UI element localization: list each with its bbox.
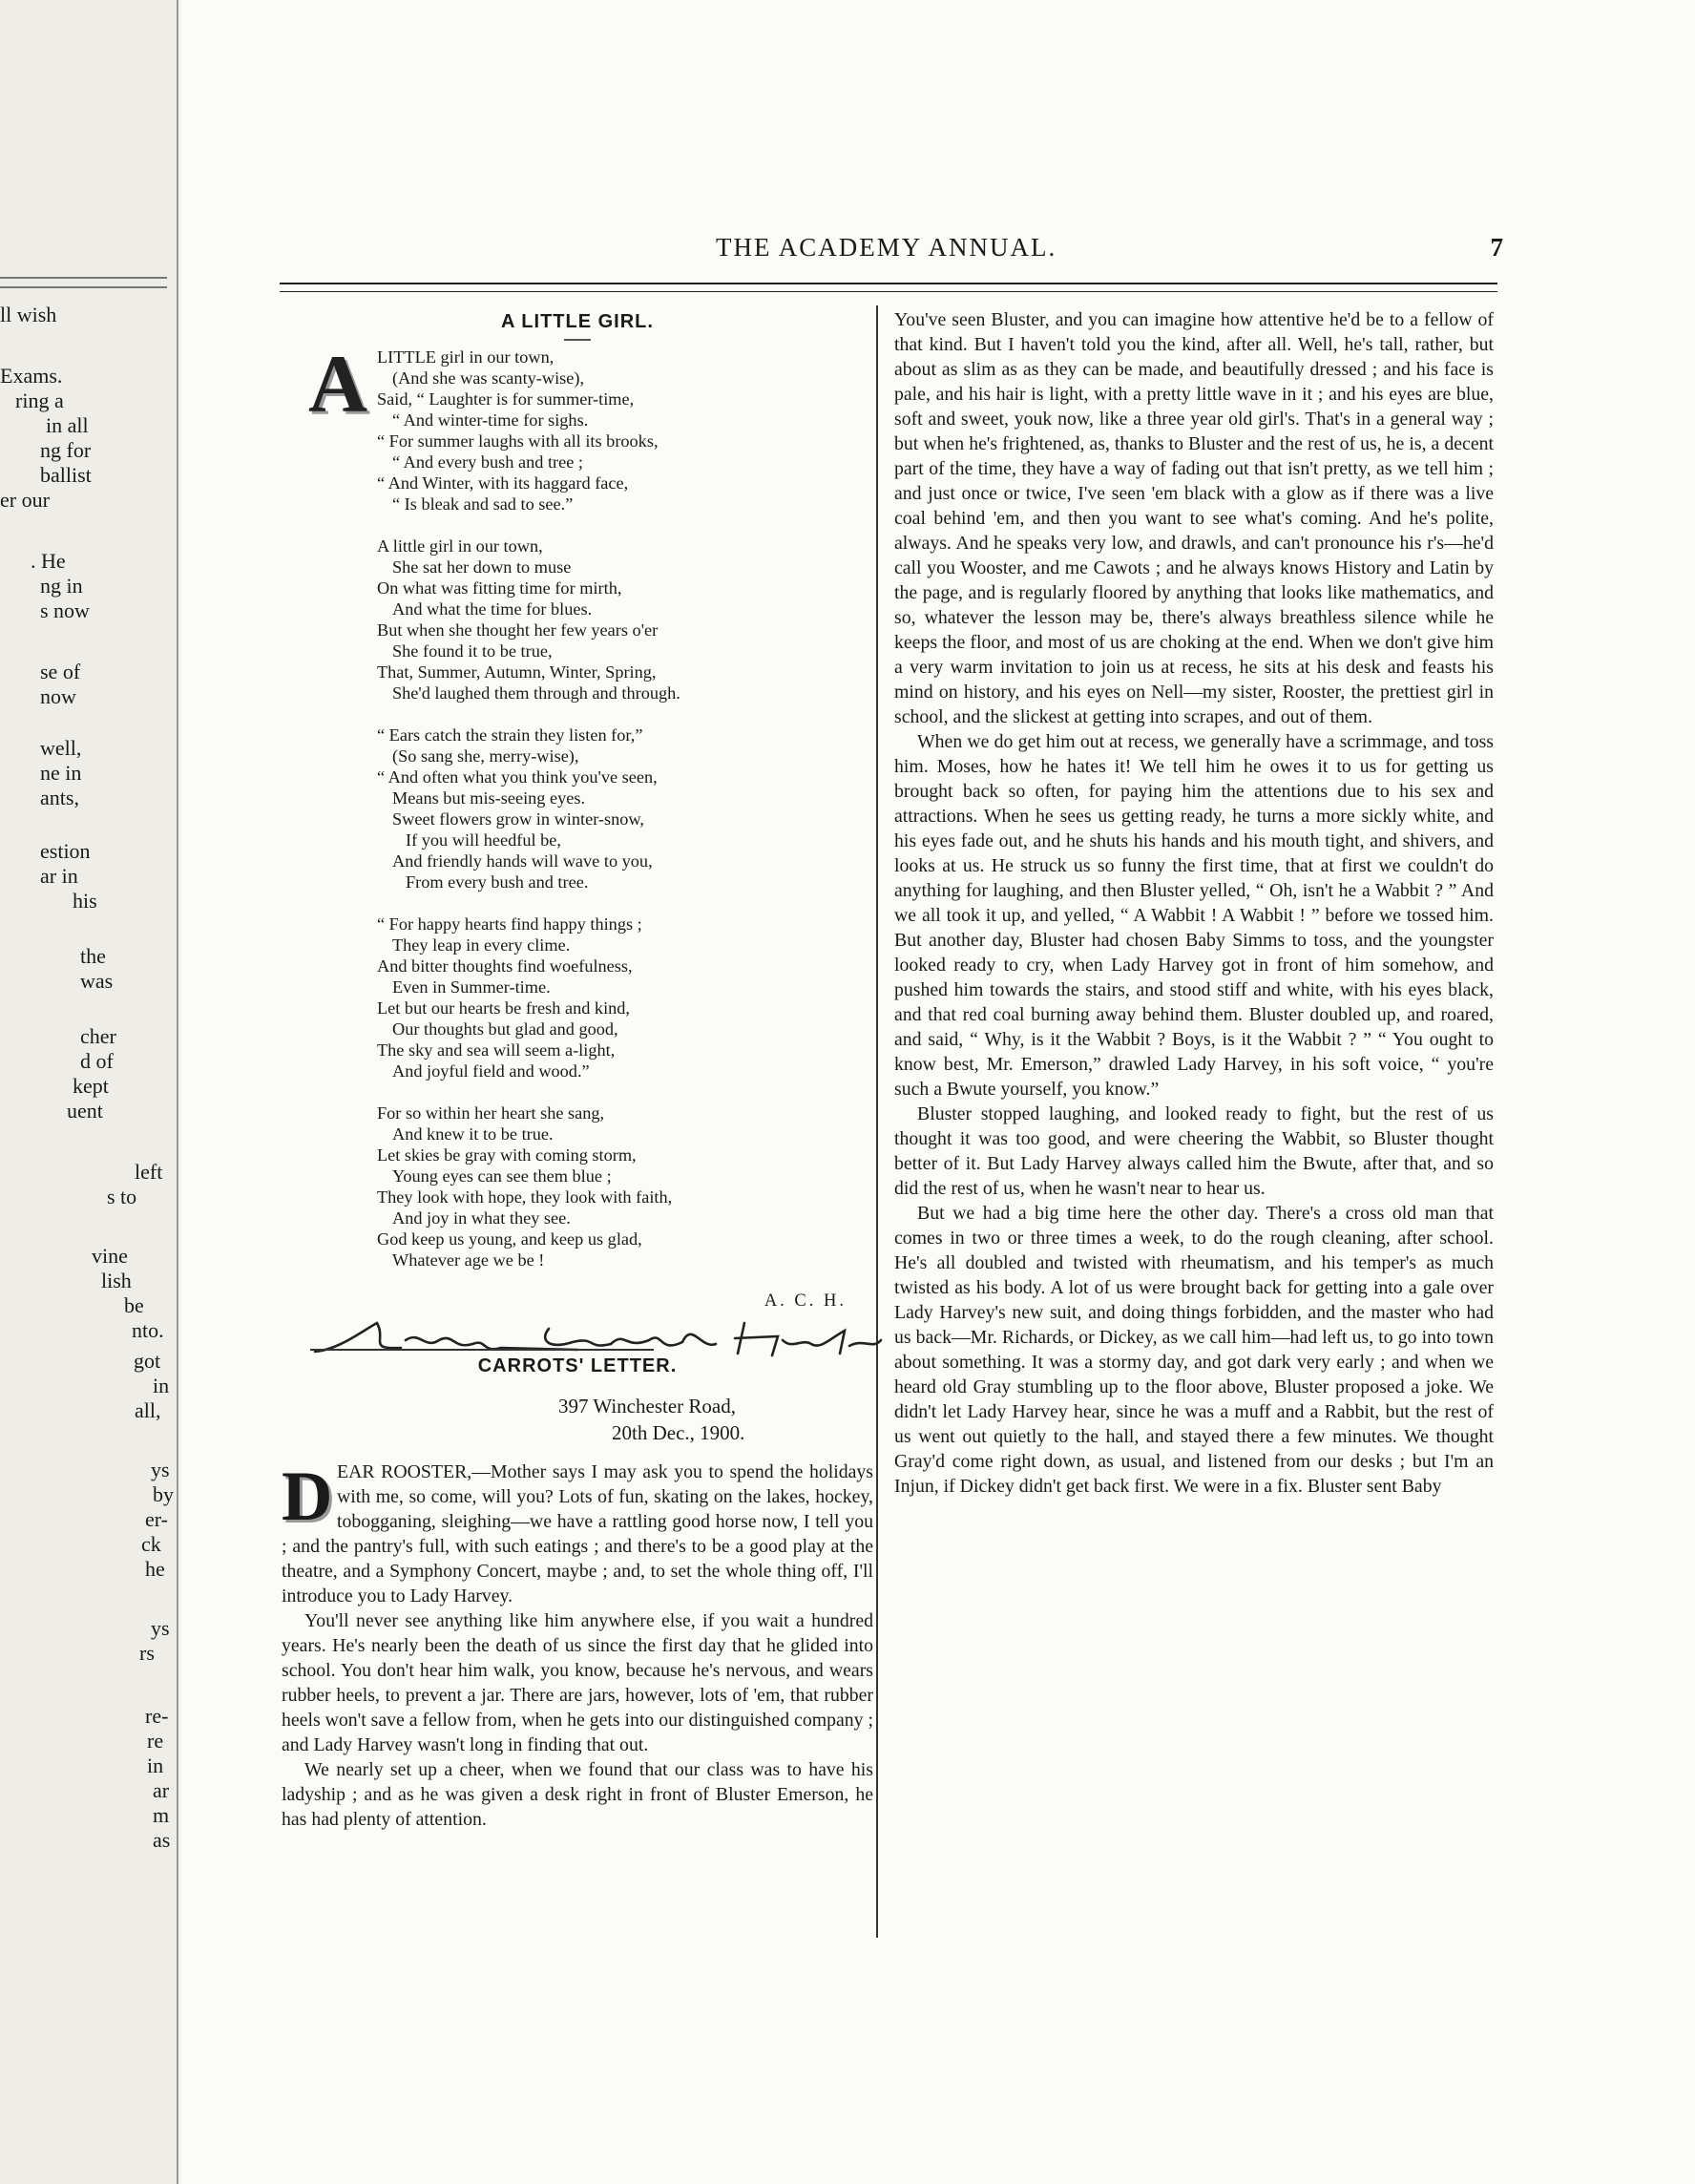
facing-page-line: . He — [31, 549, 66, 573]
letter-body-left — [282, 1460, 873, 1832]
poem-line: “ For happy hearts find happy things ; — [377, 914, 642, 934]
poem-title: A LITTLE GIRL. — [501, 311, 654, 332]
poem-line: Whatever age we be ! — [392, 1250, 545, 1270]
facing-page-line: lish — [101, 1269, 132, 1292]
poem-line: And friendly hands will wave to you, — [392, 851, 653, 871]
poem-line: “ For summer laughs with all its brooks, — [377, 431, 659, 451]
letter-paragraph: When we do get him out at recess, we generally have a scrimmage, and toss him. Moses, how he hates it! We tell him he owes it to us for getting us brought back so often, for paying him the attentions due to his sex and attractions. When he sees us getting ready, he turns a more sickly white, and his eyes fade out, and he shuts his hands and his mouth tight, and shivers, and looks at us. He struck us so funny the first time, that at first we couldn't do anything for laughing, and then Bluster yelled, “ Oh, isn't he a Wabbit ? ” And we all took it up, and yelled, “ A Wabbit ! A Wabbit ! ” before we tossed him. But another day, Bluster had chosen Baby Simms to toss, and the youngster looked ready to cry, when Lady Harvey got in front of him somehow, and pushed him towards the stairs, and stood stiff and white, with his eyes black, and that red coal burning away behind them. Bluster doubled up, and roared, and said, “ Why, is it the Wabbit ? Boys, is it the Wabbit ? ” “ You ought to know best, Mr. Emerson,” drawled Lady Harvey, in his soft voice, “ you're such a Bwute yourself, you know.” — [894, 731, 1494, 1100]
facing-page-edge — [0, 0, 178, 2184]
facing-page-line: the — [80, 944, 106, 968]
poem-line: And joyful field and wood.” — [392, 1061, 590, 1081]
letter-address-block — [558, 1393, 873, 1446]
poem-line: And joy in what they see. — [392, 1208, 571, 1228]
header-rule-thin — [280, 291, 1497, 292]
poem-line: Young eyes can see them blue ; — [392, 1166, 612, 1186]
letter-paragraph: You'll never see anything like him anywhere else, if you wait a hundred years. He's nearly been the death of us since the first day that he glided into school. You don't hear him walk, you know, because he's nervous, and wears rubber heels, to prevent a jar. There are jars, however, lots of 'em, that rubber heels won't save a fellow from, when he gets into our distinguished company ; and Lady Harvey wasn't long in finding that out. — [282, 1610, 873, 1755]
facing-page-line: ys — [151, 1458, 170, 1481]
poem-line: They look with hope, they look with faith, — [377, 1187, 673, 1207]
facing-page-line: in — [147, 1754, 164, 1777]
poem-line: “ And Winter, with its haggard face, — [377, 473, 629, 493]
facing-page-line: ar in — [40, 864, 78, 888]
facing-page-line: er our — [0, 488, 50, 512]
facing-page-line: cher — [80, 1024, 116, 1048]
letter-address: 397 Winchester Road, — [558, 1395, 736, 1418]
poem-line: “ And winter-time for sighs. — [392, 410, 589, 430]
facing-page-line: as — [153, 1828, 171, 1852]
facing-page-line: nto. — [132, 1318, 164, 1342]
facing-page-line: ll wish — [0, 303, 57, 326]
right-column — [894, 307, 1494, 1499]
facing-page-rule — [0, 277, 167, 279]
poem-line: “ Is bleak and sad to see.” — [392, 494, 574, 514]
poem-line: “ Ears catch the strain they listen for,” — [377, 725, 643, 745]
facing-page-line: in — [153, 1374, 170, 1397]
facing-page-line: ck — [141, 1532, 161, 1556]
poem-line: The sky and sea will seem a-light, — [377, 1040, 616, 1060]
facing-page-line: estion — [40, 839, 91, 863]
facing-page-line: ants, — [40, 786, 79, 809]
facing-page-line: ys — [151, 1616, 170, 1640]
poem-line: On what was fitting time for mirth, — [377, 578, 622, 598]
facing-page-line: all, — [135, 1398, 161, 1422]
poem-stanza — [377, 346, 873, 514]
facing-page-line: uent — [67, 1099, 103, 1123]
poem-line: (And she was scanty-wise), — [392, 368, 585, 388]
header-title: THE ACADEMY ANNUAL. — [716, 233, 1057, 262]
poem-line: A little girl in our town, — [377, 536, 543, 556]
facing-page-line: re — [147, 1729, 164, 1753]
facing-page-line: s to — [107, 1185, 137, 1208]
poem-stanza — [377, 914, 873, 1082]
poem-line: Let skies be gray with coming storm, — [377, 1145, 637, 1165]
page-number: 7 — [1490, 233, 1503, 262]
signature-scrawl — [310, 1312, 883, 1369]
poem-line: She sat her down to muse — [392, 557, 572, 577]
poem-line: They leap in every clime. — [392, 935, 571, 955]
letter-paragraph: We nearly set up a cheer, when we found that our class was to have his ladyship ; and as he was given a desk right in front of Bluster Emerson, he has had plenty of attention. — [282, 1759, 873, 1830]
column-divider — [876, 305, 878, 1938]
poem-line: If you will heedful be, — [406, 830, 561, 850]
facing-page-line: ballist — [40, 463, 92, 487]
facing-page-line: ne in — [40, 761, 82, 785]
poem-line: But when she thought her few years o'er — [377, 620, 659, 640]
facing-page-line: kept — [73, 1074, 109, 1098]
poem-stanza — [377, 724, 873, 892]
letter-paragraph: EAR ROOSTER,—Mother says I may ask you to spend the holidays with me, so come, will you? Lots of fun, skating on the lakes, hockey, tobogganing, sleighing—we have a rattling good horse now, I tell you ; and the pantry's full, with such eatings ; and there's to be a good play at the theatre, and a Symphony Concert, maybe ; and, to set the whole thing off, I'll introduce you to Lady Harvey. — [282, 1461, 873, 1606]
poem-line: Sweet flowers grow in winter-snow, — [392, 809, 644, 829]
poem-line: (So sang she, merry-wise), — [392, 746, 579, 766]
poem-stanza — [377, 1102, 873, 1270]
poem-line: “ And every bush and tree ; — [392, 452, 584, 472]
facing-page-line: in all — [46, 413, 89, 437]
facing-page-line: er- — [145, 1507, 168, 1531]
poem-line: From every bush and tree. — [406, 872, 589, 892]
facing-page-line: be — [124, 1293, 144, 1317]
handwritten-signature — [282, 1312, 873, 1369]
facing-page-line: by — [153, 1482, 174, 1506]
poem-line: Even in Summer-time. — [392, 977, 551, 997]
poem-line: That, Summer, Autumn, Winter, Spring, — [377, 662, 657, 682]
facing-page-line: ng for — [40, 438, 92, 462]
facing-page-line: m — [153, 1803, 170, 1827]
poem-line: LITTLE girl in our town, — [377, 347, 555, 367]
facing-page-line: ar — [153, 1778, 170, 1802]
letter-date: 20th Dec., 1900. — [612, 1421, 745, 1444]
facing-page-line: left — [135, 1160, 163, 1184]
poem-line: She'd laughed them through and through. — [392, 683, 680, 703]
facing-page-line: rs — [139, 1641, 155, 1665]
left-column — [282, 307, 873, 1832]
facing-page-line: ng in — [40, 574, 83, 598]
running-header — [277, 233, 1503, 263]
facing-page-line: got — [134, 1349, 161, 1373]
poem-line: “ And often what you think you've seen, — [377, 767, 658, 787]
poem-initials: A. C. H. — [764, 1292, 847, 1311]
poem-line: Said, “ Laughter is for summer-time, — [377, 389, 635, 409]
facing-page-line: re- — [145, 1704, 169, 1728]
letter-paragraph: But we had a big time here the other day. There's a cross old man that comes in two or three times a week, to do the rough cleaning, after school. He's all doubled and twisted with rheumatism, and his temper's as much twisted as his body. A lot of us were brought back for getting into a gale over Lady Harvey's new suit, and doing things forbidden, and the master who had us back—Mr. Richards, or Dickey, as we call him—had left us, to go into town about something. It was a stormy day, and got dark very early ; and when we heard old Gray stumbling up to the floor above, Bluster proposed a joke. We didn't let Lady Harvey hear, since he was a muff and a Rabbit, but the rest of us went out quietly to the hall, and stayed there a few minutes. We thought Gray'd come right down, as usual, and listened from our desks ; but I'm an Injun, if Dickey didn't get back first. We were in a fix. Bluster sent Baby — [894, 1203, 1494, 1497]
poem-line: Means but mis-seeing eyes. — [392, 788, 586, 808]
header-rule — [280, 283, 1497, 284]
poem-line: And knew it to be true. — [392, 1124, 554, 1144]
facing-page-line: well, — [40, 736, 82, 760]
facing-page-line: his — [73, 889, 97, 913]
facing-page-line: was — [80, 969, 114, 993]
facing-page-line: s now — [40, 598, 90, 622]
poem — [308, 338, 873, 1270]
letter-body-right — [894, 307, 1494, 1499]
facing-page-rule — [0, 286, 167, 288]
poem-stanza — [377, 536, 873, 704]
poem-line: For so within her heart she sang, — [377, 1103, 605, 1123]
poem-line: And bitter thoughts find woefulness, — [377, 956, 633, 976]
poem-line: Let but our hearts be fresh and kind, — [377, 998, 630, 1018]
letter-title: CARROTS' LETTER. — [477, 1355, 678, 1376]
poem-drop-cap: A — [308, 338, 368, 430]
facing-page-line: se of — [40, 660, 81, 683]
poem-line: Our thoughts but glad and good, — [392, 1019, 618, 1039]
facing-page-line: d of — [80, 1049, 114, 1073]
facing-page-line: ring a — [15, 388, 64, 412]
letter-paragraph: You've seen Bluster, and you can imagine how attentive he'd be to a fellow of that kind. But I haven't told you the kind, after all. Well, he's tall, rather, but about as slim as as they can be made, and beautifully dressed ; and his face is pale, and his hair is light, with a pretty little wave in it ; and his eyes are blue, soft and sweet, youk now, like a three year old girl's. That's in a general way ; but when he's frightened, as, thanks to Bluster and the rest of us, he is, a decent part of the time, they have a way of fading out that isn't pretty, as we tell him ; and just once or twice, I've seen 'em black with a glow as if there was a live coal behind 'em, and then you want to see what's coming. And he's polite, always. And he speaks very low, and drawls, and can't pronounce his r's—he'd call you Wooster, and me Cawots ; and he always knows History and Latin by the page, and is regularly floored by anything that looks like mathematics, and so, whatever the lesson may be, there's always breathless silence while he keeps the floor, and most of us are choking at the end. When we don't give him a very warm invitation to join us at recess, he sits at his desk and feasts his mind on history, and his eyes on Nell—my sister, Rooster, the prettiest girl in school, and the slickest at getting into scrapes, and out of them. — [894, 309, 1494, 727]
poem-line: God keep us young, and keep us glad, — [377, 1229, 642, 1249]
poem-line: And what the time for blues. — [392, 599, 593, 619]
facing-page-line: vine — [92, 1244, 128, 1268]
title-rule — [564, 339, 591, 341]
facing-page-line: Exams. — [0, 364, 63, 388]
letter-paragraph: Bluster stopped laughing, and looked ready to fight, but the rest of us thought it was too good, and were cheering the Wabbit, so Bluster thought better of it. But Lady Harvey always called him the Bwute, after that, and so did the rest of us, when he wasn't near to hear us. — [894, 1103, 1494, 1199]
poem-line: She found it to be true, — [392, 641, 553, 661]
letter-drop-cap: D — [282, 1458, 333, 1536]
facing-page-line: he — [145, 1557, 165, 1581]
facing-page-line: now — [40, 684, 76, 708]
